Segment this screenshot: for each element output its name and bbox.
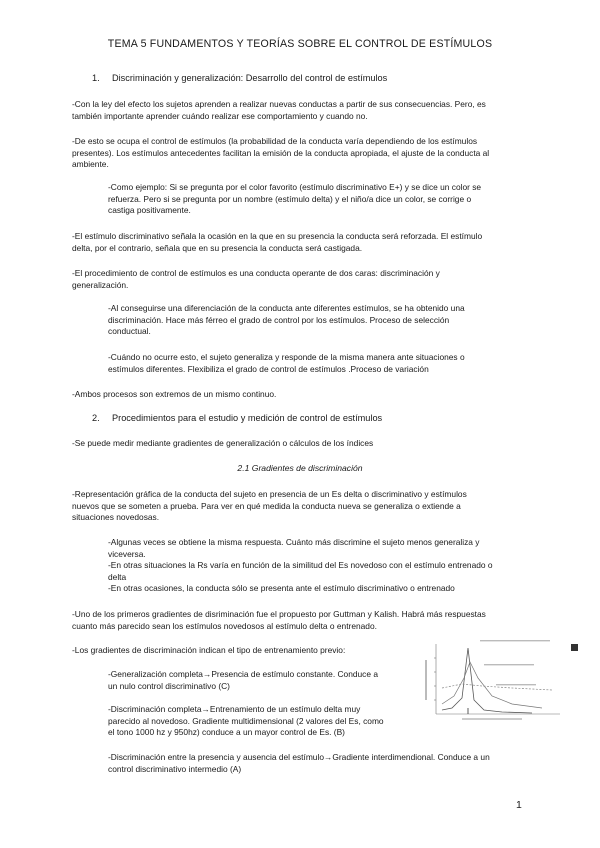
- text-line: un nulo control discriminativo (C): [108, 680, 230, 691]
- text-line: -De esto se ocupa el control de estímulos (la probabilidad de la conducta varía dependiendo de los estímulos: [72, 136, 478, 146]
- page-number: 1: [516, 799, 522, 811]
- paragraph-representacion: [72, 489, 467, 524]
- paragraph-control-estimulos: [72, 136, 489, 171]
- text-line: -Ambos procesos son extremos de un mismo continuo.: [72, 389, 277, 399]
- text-line: discriminación. Hace más férreo el grado de control por los estímulos. Proceso de selección: [108, 314, 450, 325]
- text-line: -Se puede medir mediante gradientes de generalización o cálculos de los índices: [72, 438, 374, 448]
- document-title: TEMA 5 FUNDAMENTOS Y TEORÍAS SOBRE EL CONTROL DE ESTÍMULOS: [107, 38, 493, 50]
- section-2-heading: [92, 413, 382, 423]
- figure-y-label: [425, 660, 427, 700]
- text-line: delta, por el contrario, señala que en su presencia la conducta será castigada.: [72, 242, 363, 253]
- paragraph-ejemplo: [108, 182, 481, 217]
- paragraph-variantes: [108, 537, 493, 595]
- text-line: castiga positivamente.: [108, 205, 191, 216]
- text-line: -Generalización completa→Presencia de estímulo constante. Conduce a: [108, 669, 379, 679]
- figure-legend-line-3: [496, 684, 536, 685]
- text-line: estímulos diferentes. Flexibiliza el grado de control de estímulos .Proceso de variación: [108, 363, 429, 374]
- section-2-number: 2.: [92, 413, 100, 423]
- paragraph-procedimiento: [72, 268, 440, 291]
- section-1-heading: [92, 73, 387, 83]
- figure-legend-line-2: [484, 664, 534, 665]
- text-line: situaciones novedosas.: [72, 512, 160, 523]
- text-line: nuevos que se someten a prueba. Para ver en qué medida la conducta nueva se generaliza o extiende a: [72, 500, 461, 511]
- paragraph-ley-efecto: [72, 99, 486, 122]
- paragraph-generalizacion-completa: [108, 669, 378, 692]
- text-line: presentes). Los estímulos antecedentes facilitan la emisión de la conducta apropiada, el ajuste de la conducta al: [72, 147, 490, 158]
- section-1-title: Discriminación y generalización: Desarrollo del control de estímulos: [112, 73, 388, 83]
- text-line: -En otras situaciones la Rs varía en función de la similitud del Es novedoso con el estímulo entrenado o: [108, 560, 493, 571]
- text-line: parecido al novedoso. Gradiente multidimensional (2 valores del Es, como: [108, 715, 384, 726]
- paragraph-medicion: [72, 438, 373, 450]
- figure-marker-square: [571, 644, 578, 651]
- figure-legend-line-1: [480, 640, 550, 641]
- text-line: cuanto más parecido sean los estímulos novedosos al estímulo delta o entrenado.: [72, 620, 377, 631]
- text-line: -Los gradientes de discriminación indican el tipo de entrenamiento previo:: [72, 645, 346, 655]
- text-line: el tono 1000 hz y 950hz) conduce a un mayor control de Es. (B): [108, 727, 345, 738]
- paragraph-tipos-gradientes: [72, 645, 345, 657]
- text-line: -Discriminación entre la presencia y ausencia del estímulo→Gradiente interdimendional. Conduce a un: [108, 752, 490, 762]
- figure-x-label: [462, 718, 522, 720]
- paragraph-discriminacion: [108, 303, 465, 338]
- text-line: conductual.: [108, 326, 151, 337]
- text-line: -Discriminación completa→Entrenamiento de un estímulo delta muy: [108, 704, 361, 714]
- text-line: -Uno de los primeros gradientes de disriminación fue el propuesto por Guttman y Kalish. Habrá más respuestas: [72, 609, 486, 619]
- subsection-2-1-title: 2.1 Gradientes de discriminación: [237, 463, 363, 473]
- text-line: ambiente.: [72, 159, 109, 170]
- paragraph-discriminacion-completa: [108, 704, 384, 739]
- section-2-title: Procedimientos para el estudio y medición de control de estímulos: [112, 413, 383, 423]
- text-line: -El estímulo discriminativo señala la ocasión en la que en su presencia la conducta será reforzada. El estímulo: [72, 231, 483, 241]
- text-line: -En otras ocasiones, la conducta sólo se presenta ante el estímulo discriminativo o entrenado: [108, 583, 455, 594]
- text-line: viceversa.: [108, 548, 146, 559]
- text-line: -Cuándo no ocurre esto, el sujeto generaliza y responde de la misma manera ante situaciones o: [108, 352, 465, 362]
- figure-curve-b: [442, 648, 532, 713]
- paragraph-interdimensional: [108, 752, 490, 775]
- text-line: delta: [108, 571, 127, 582]
- section-1-number: 1.: [92, 73, 100, 83]
- paragraph-continuo: [72, 389, 276, 401]
- text-line: -Al conseguirse una diferenciación de la conducta ante diferentes estímulos, se ha obtenido una: [108, 303, 465, 313]
- text-line: -Representación gráfica de la conducta del sujeto en presencia de un Es delta o discriminativo y estímulos: [72, 489, 467, 499]
- text-line: -Con la ley del efecto los sujetos aprenden a realizar nuevas conductas a partir de sus consecuencias. Pero, es: [72, 99, 486, 109]
- text-line: refuerza. Pero si se pregunta por un nombre (estímulo delta) y el niño/a dice un color, se corrige o: [108, 193, 472, 204]
- paragraph-estimulo-discriminativo: [72, 231, 482, 254]
- text-line: -El procedimiento de control de estímulos es una conducta operante de dos caras: discriminación y: [72, 268, 440, 278]
- paragraph-guttman-kalish: [72, 609, 486, 632]
- text-line: también importante aprender cuándo realizar ese comportamiento y cuando no.: [72, 110, 368, 121]
- text-line: -Algunas veces se obtiene la misma respuesta. Cuánto más discrimine el sujeto menos generaliza y: [108, 537, 480, 547]
- text-line: control discriminativo intermedio (A): [108, 763, 242, 774]
- paragraph-generalizacion: [108, 352, 465, 375]
- text-line: generalización.: [72, 279, 129, 290]
- text-line: -Como ejemplo: Si se pregunta por el color favorito (estímulo discriminativo E+) y se dice un color se: [108, 182, 482, 192]
- gradient-figure: [422, 638, 562, 724]
